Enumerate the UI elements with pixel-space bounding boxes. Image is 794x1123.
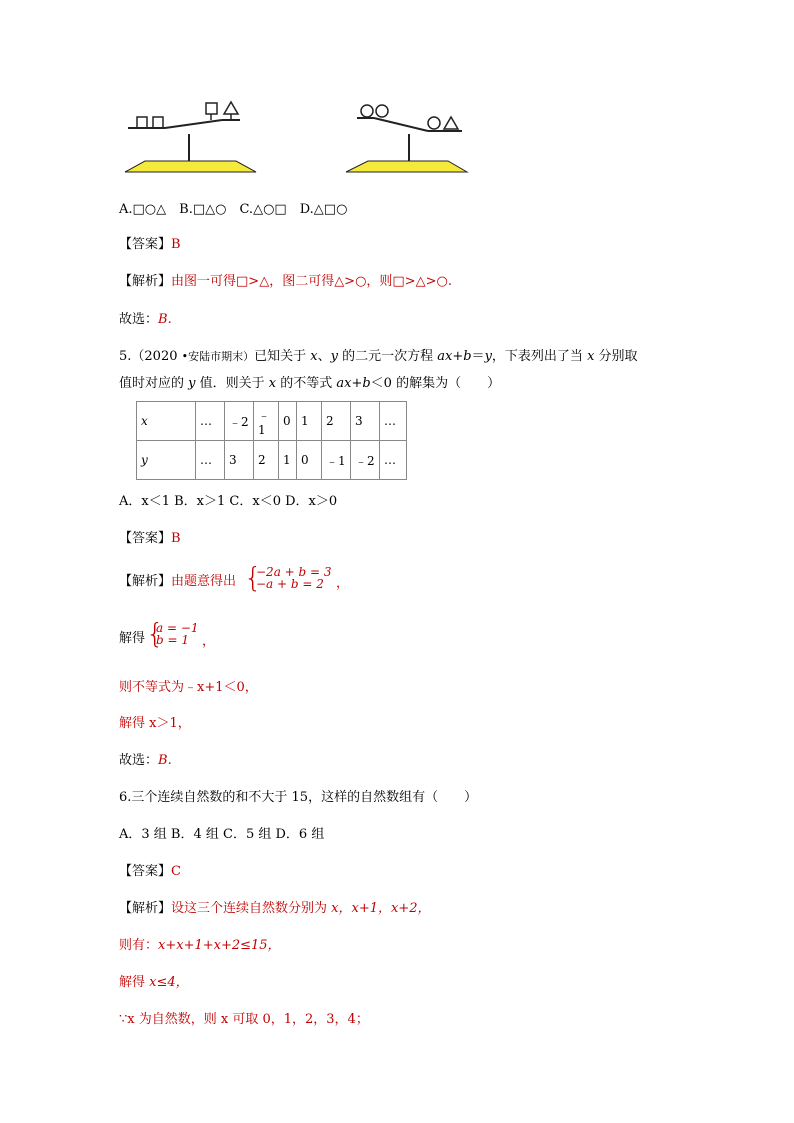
have-prefix: 则有：	[119, 938, 159, 953]
system2-suffix: ，	[202, 634, 216, 649]
var-x: x	[310, 349, 318, 364]
balance-figure-2	[346, 105, 467, 172]
table-cell: …	[196, 402, 225, 441]
table-cell: 1	[279, 441, 297, 480]
q6-last-line: ∵x 为自然数，则 x 可取 0，1，2，3，4；	[119, 1012, 369, 1027]
conclusion-value: B	[158, 753, 168, 768]
q5-text: 已知关于	[254, 349, 311, 364]
table-cell: 3	[351, 402, 380, 441]
q5-text: 分别取	[594, 349, 638, 364]
have-expression: x+x+1+x+2≤15，	[158, 938, 281, 953]
answer-label: 【答案】	[119, 531, 172, 546]
q6-solve-line	[119, 971, 189, 990]
q5-conclusion	[119, 749, 172, 768]
table-cell: …	[380, 441, 407, 480]
q5-number: 5.（2020	[119, 349, 182, 364]
solve-prefix: 解得	[119, 975, 150, 990]
equation-line: a = −1	[156, 621, 199, 635]
q5-equation: ax+b	[437, 349, 472, 364]
table-cell: 0	[297, 441, 322, 480]
table-row	[137, 402, 407, 441]
table-cell: ﹣1	[254, 402, 279, 441]
conclusion-prefix: 故选：	[119, 753, 159, 768]
var-y: y	[188, 376, 196, 391]
conclusion-value: B	[158, 312, 168, 327]
conclusion-prefix: 故选：	[119, 312, 159, 327]
q5-question-line1	[119, 345, 638, 364]
q4-conclusion	[119, 308, 172, 327]
q5-solve-line: 解得 x＞1，	[119, 716, 191, 731]
table-cell: …	[196, 441, 225, 480]
system-brace: {	[244, 561, 262, 594]
q6-options: A．3 组 B．4 组 C．5 组 D．6 组	[119, 827, 325, 842]
q6-answer	[119, 860, 181, 879]
solve-expression: x≤4，	[149, 975, 189, 990]
equation-system-1	[256, 566, 332, 590]
q5-options: A．x＜1 B．x＞1 C．x＜0 D．x＞0	[119, 494, 338, 509]
table-cell: 3	[225, 441, 254, 480]
var-y: y	[484, 349, 492, 364]
analysis-label: 【解析】	[119, 901, 172, 916]
analysis-label: 【解析】	[119, 274, 172, 289]
conclusion-suffix: .	[167, 753, 172, 768]
var-y: y	[330, 349, 338, 364]
q5-text: 的二元一次方程	[337, 349, 438, 364]
table-row	[137, 441, 407, 480]
q5-inequality-line: 则不等式为﹣x+1＜0，	[119, 680, 258, 695]
table-cell: ﹣2	[225, 402, 254, 441]
balance-figure-1	[125, 102, 256, 172]
table-cell: 1	[297, 402, 322, 441]
var-x: x	[587, 349, 595, 364]
analysis-text: 设这三个连续自然数分别为	[171, 901, 332, 916]
q5-solve-label: 解得	[119, 631, 146, 646]
table-cell: …	[380, 402, 407, 441]
q5-question-line2	[119, 372, 500, 391]
equation-line: b = 1	[156, 633, 189, 647]
q5-analysis-label-line	[119, 570, 236, 589]
q5-text: ，下表列出了当	[491, 349, 588, 364]
q5-text: 值时对应的	[119, 376, 189, 391]
equation-line: −2a + b = 3	[256, 565, 332, 579]
q5-equals: ＝	[471, 349, 485, 364]
table-cell: ﹣2	[351, 441, 380, 480]
equation-line: −a + b = 2	[256, 577, 324, 591]
q5-answer	[119, 527, 181, 546]
q5-source: •安陆市期末）	[181, 350, 255, 363]
q6-have-line	[119, 934, 281, 953]
q5-text: ＜0 的解集为（ ）	[370, 376, 501, 391]
q4-answer	[119, 233, 181, 252]
balance-figures	[0, 0, 794, 180]
answer-value: B	[171, 237, 181, 252]
answer-label: 【答案】	[119, 237, 172, 252]
q5-value-table	[136, 401, 407, 480]
sep: 、	[317, 349, 331, 364]
var-x: x	[268, 376, 277, 391]
answer-value: B	[171, 531, 181, 546]
equation-system-2	[156, 622, 199, 646]
conclusion-suffix: .	[167, 312, 172, 327]
table-cell: x	[137, 402, 196, 441]
table-cell: ﹣1	[322, 441, 351, 480]
table-cell: 2	[254, 441, 279, 480]
q6-question: 6.三个连续自然数的和不大于 15，这样的自然数组有（ ）	[119, 790, 478, 805]
analysis-vars: x，x+1，x+2，	[331, 901, 431, 916]
q5-inequality: ax+b	[336, 376, 371, 391]
table-cell: 2	[322, 402, 351, 441]
system-brace: {	[146, 617, 164, 650]
q4-analysis	[119, 270, 452, 289]
analysis-label: 【解析】	[119, 574, 172, 589]
q4-options: A.□○△ B.□△○ C.△○□ D.△□○	[119, 202, 348, 217]
table-cell: y	[137, 441, 196, 480]
answer-value: C	[171, 864, 181, 879]
q6-analysis	[119, 897, 430, 916]
answer-label: 【答案】	[119, 864, 172, 879]
q5-text: 值．则关于	[195, 376, 269, 391]
system1-suffix: ，	[336, 576, 350, 591]
table-cell: 0	[279, 402, 297, 441]
analysis-text: 由图一可得□>△，图二可得△>○，则□>△>○.	[171, 274, 452, 289]
analysis-prefix: 由题意得出	[171, 574, 237, 589]
q5-text: 的不等式	[276, 376, 337, 391]
